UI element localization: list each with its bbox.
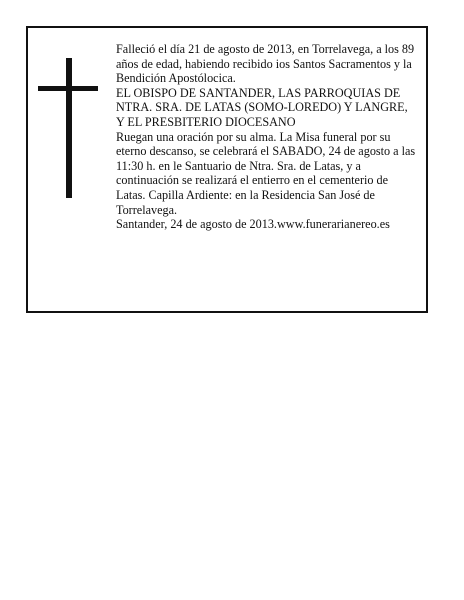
cross-horizontal-bar xyxy=(38,86,98,91)
obituary-notice xyxy=(26,26,428,313)
notice-service-details: Ruegan una oración por su alma. La Misa funeral por su eterno descanso, se celebrará el SABADO, 24 de agosto a las 11:30 h. en le Santuario de Ntra. Sra. de Latas, y a continuación se realizará el entierro en el cementerio de Latas. Capilla Ardiente: en la Residencia San José de Torrelavega. xyxy=(116,129,416,217)
notice-intro: Falleció el día 21 de agosto de 2013, en Torrelavega, a los 89 años de edad, habiendo recibido ios Santos Sacramentos y la Bendición Apostólocica. xyxy=(116,42,415,86)
cross-vertical-bar xyxy=(66,58,72,198)
notice-announcers: EL OBISPO DE SANTANDER, LAS PARROQUIAS DE NTRA. SRA. DE LATAS (SOMO-LOREDO) Y LANGRE, Y EL PRESBITERIO DIOCESANO xyxy=(116,85,408,129)
notice-signoff: Santander, 24 de agosto de 2013.www.funerarianereo.es xyxy=(116,217,390,232)
notice-text xyxy=(116,42,416,232)
